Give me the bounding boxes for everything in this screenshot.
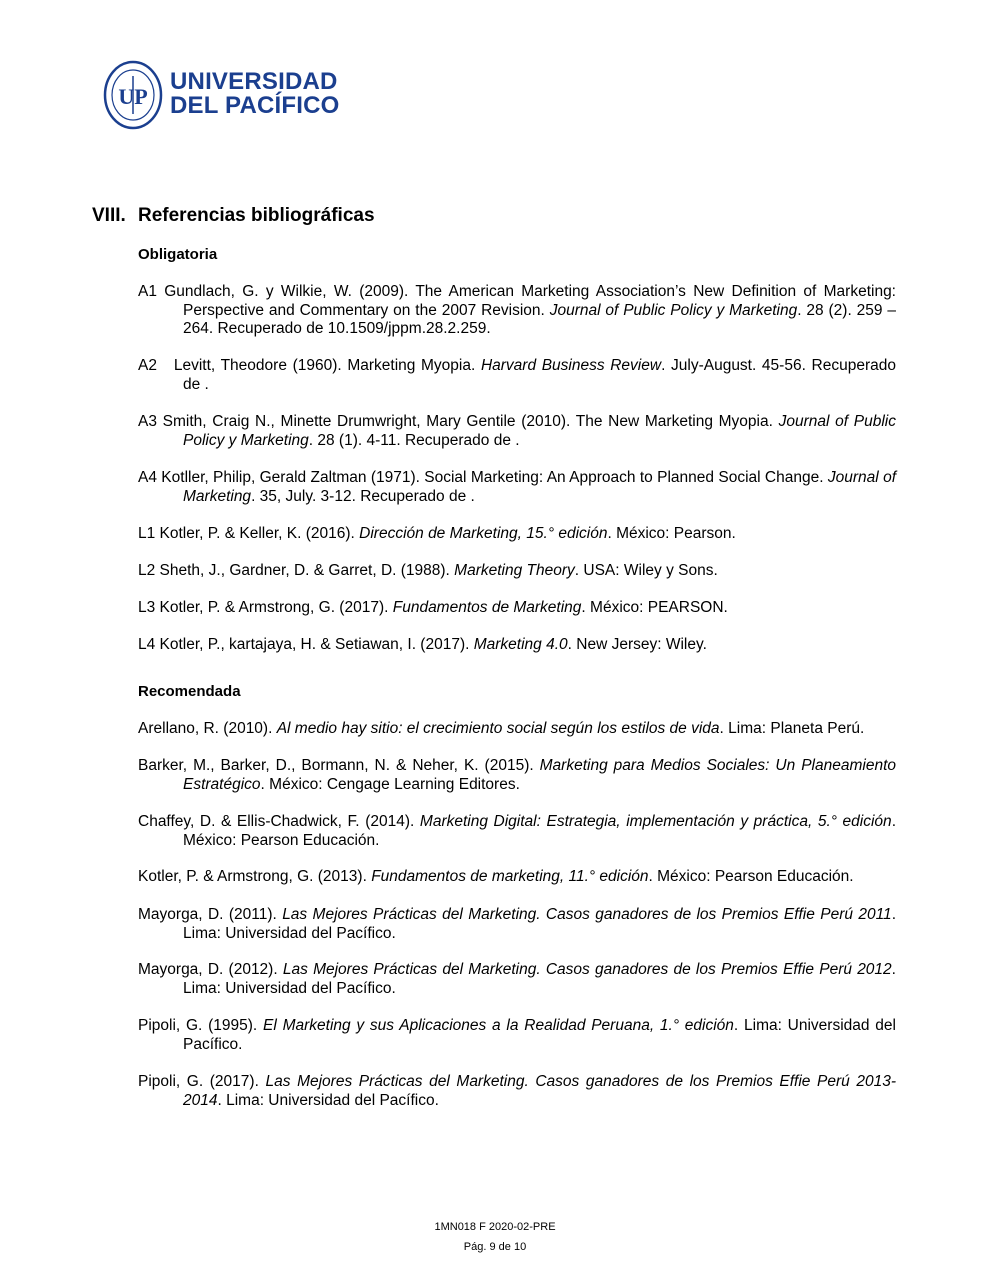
reference-item: L4 Kotler, P., kartajaya, H. & Setiawan, I. (2017). Marketing 4.0. New Jersey: Wiley. — [138, 636, 707, 653]
reference-item: A2 Levitt, Theodore (1960). Marketing Myopia. Harvard Business Review. July-August. 45-56. Recuperado de . — [138, 357, 896, 393]
reference-item: Mayorga, D. (2012). Las Mejores Prácticas del Marketing. Casos ganadores de los Premios Effie Perú 2012. Lima: Universidad del Pacífico. — [138, 961, 896, 997]
section-title: Referencias bibliográficas — [138, 205, 375, 226]
logo-wordmark — [170, 70, 340, 118]
reference-item: Pipoli, G. (1995). El Marketing y sus Aplicaciones a la Realidad Peruana, 1.° edición. Lima: Universidad del Pacífico. — [138, 1017, 896, 1053]
reference-item: A4 Kotller, Philip, Gerald Zaltman (1971). Social Marketing: An Approach to Planned Social Change. Journal of Marketing. 35, July. 3-12. Recuperado de . — [138, 469, 897, 505]
reference-item: L1 Kotler, P. & Keller, K. (2016). Dirección de Marketing, 15.° edición. México: Pearson. — [138, 525, 736, 542]
reference-item: A1 Gundlach, G. y Wilkie, W. (2009). The American Marketing Association’s New Definition of Marketing: Perspective and Commentary on the 2007 Revision. Journal of Public Policy y Marketing. 28 (2). 259 – 264. Recuperado de 10.1509/jppm.28.2.259. — [138, 283, 896, 338]
footer-document-code: 1MN018 F 2020-02-PRE — [434, 1221, 556, 1233]
obligatoria-heading: Obligatoria — [138, 246, 218, 263]
university-logo — [103, 60, 343, 130]
reference-item: Arellano, R. (2010). Al medio hay sitio: el crecimiento social según los estilos de vida. Lima: Planeta Perú. — [138, 720, 865, 737]
logo-line-1: UNIVERSIDAD — [170, 68, 338, 95]
reference-item: Pipoli, G. (2017). Las Mejores Prácticas del Marketing. Casos ganadores de los Premios Effie Perú 2013-2014. Lima: Universidad del Pacífico. — [138, 1073, 897, 1109]
reference-item: Mayorga, D. (2011). Las Mejores Prácticas del Marketing. Casos ganadores de los Premios Effie Perú 2011. Lima: Universidad del Pacífico. — [138, 906, 896, 942]
university-seal-icon — [103, 60, 163, 130]
reference-item: Kotler, P. & Armstrong, G. (2013). Fundamentos de marketing, 11.° edición. México: Pearson Educación. — [138, 868, 854, 885]
reference-item: A3 Smith, Craig N., Minette Drumwright, Mary Gentile (2010). The New Marketing Myopia. Journal of Public Policy y Marketing. 28 (1). 4-11. Recuperado de . — [138, 413, 897, 449]
reference-item: Chaffey, D. & Ellis-Chadwick, F. (2014). Marketing Digital: Estrategia, implementación y práctica, 5.° edición. México: Pearson Educación. — [138, 813, 896, 849]
section-number: VIII. — [92, 205, 126, 226]
section-heading — [92, 205, 375, 227]
reference-item: L3 Kotler, P. & Armstrong, G. (2017). Fundamentos de Marketing. México: PEARSON. — [138, 599, 728, 616]
reference-item: Barker, M., Barker, D., Bormann, N. & Neher, K. (2015). Marketing para Medios Sociales: Un Planeamiento Estratégico. México: Cengage Learning Editores. — [138, 757, 896, 793]
svg-text:UP: UP — [118, 84, 148, 109]
footer-page-number: Pág. 9 de 10 — [463, 1241, 527, 1253]
reference-item: L2 Sheth, J., Gardner, D. & Garret, D. (1988). Marketing Theory. USA: Wiley y Sons. — [138, 562, 718, 579]
recomendada-heading: Recomendada — [138, 683, 241, 700]
logo-line-2: DEL PACÍFICO — [170, 92, 340, 119]
